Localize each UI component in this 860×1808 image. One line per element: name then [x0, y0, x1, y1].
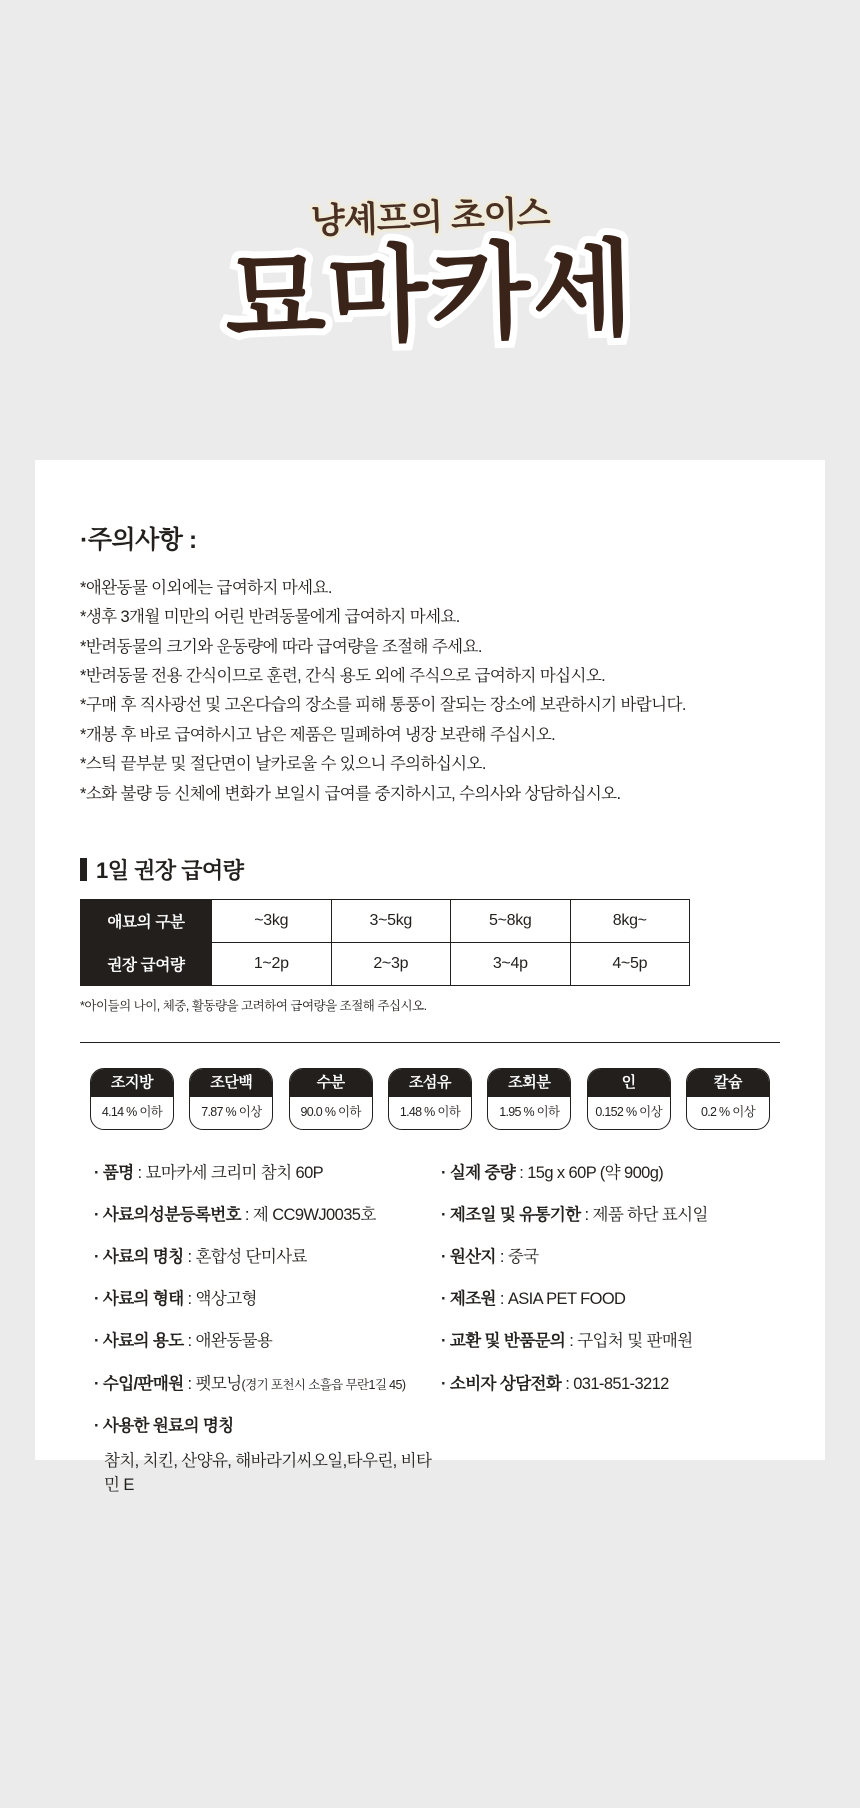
- status-badge: [388, 1068, 472, 1130]
- status-badge: [686, 1068, 770, 1130]
- table-cell: 3~5kg: [331, 899, 451, 942]
- spec-item: [94, 1290, 433, 1308]
- spec-separator: :: [515, 1163, 528, 1182]
- spec-item: [441, 1290, 780, 1308]
- spec-value: 031-851-3212: [573, 1374, 669, 1393]
- list-item: *반려동물의 크기와 운동량에 따라 급여량을 조절해 주세요.: [80, 637, 482, 656]
- divider: [80, 1042, 780, 1043]
- ingredients-label-text: · 사용한 원료의 명칭: [94, 1416, 234, 1435]
- spec-item: [441, 1206, 780, 1224]
- nutrient-name: 조섬유: [389, 1069, 471, 1097]
- status-badge: [587, 1068, 671, 1130]
- spec-label: · 품명: [94, 1163, 134, 1182]
- nutrient-value: 90.0 % 이하: [300, 1104, 361, 1119]
- status-badge: [487, 1068, 571, 1130]
- spec-column-right: [433, 1164, 780, 1495]
- spec-value: 15g x 60P (약 900g): [527, 1163, 664, 1182]
- spec-value: 제 CC9WJ0035호: [252, 1206, 376, 1225]
- ingredients-label: [94, 1417, 433, 1435]
- spec-label: · 제조일 및 유통기한: [441, 1206, 581, 1225]
- product-info-card: [35, 460, 825, 1494]
- hero-subtitle-text: 냥셰프의 초이스: [310, 193, 550, 242]
- spec-separator: :: [495, 1290, 508, 1309]
- nutrient-name: 인: [588, 1069, 670, 1097]
- spec-label: · 사료의 용도: [94, 1332, 184, 1351]
- status-badge: [289, 1068, 373, 1130]
- nutrient-name: 조단백: [190, 1069, 272, 1097]
- spec-item: [94, 1332, 433, 1350]
- table-cell: 8kg~: [570, 899, 690, 942]
- spec-separator: :: [580, 1206, 593, 1225]
- spec-label: · 원산지: [441, 1248, 496, 1267]
- spec-item: [94, 1248, 433, 1266]
- spec-item: [441, 1375, 780, 1393]
- spec-item: [441, 1248, 780, 1266]
- table-cell: 5~8kg: [451, 899, 571, 942]
- feeding-guide-title: 1일 권장 급여량: [96, 857, 244, 883]
- table-cell: 3~4p: [451, 942, 571, 985]
- table-row: [81, 942, 690, 985]
- spec-value: ASIA PET FOOD: [507, 1290, 626, 1309]
- spec-separator: :: [183, 1332, 196, 1351]
- status-badge: [189, 1068, 273, 1130]
- spec-column-left: [94, 1164, 433, 1495]
- spec-separator: :: [240, 1206, 253, 1225]
- status-badge: [90, 1068, 174, 1130]
- spec-label: · 교환 및 반품문의: [441, 1332, 566, 1351]
- table-cell: 2~3p: [331, 942, 451, 985]
- spec-separator: :: [565, 1332, 578, 1351]
- list-item: *애완동물 이외에는 급여하지 마세요.: [80, 579, 332, 597]
- spec-separator: :: [183, 1374, 196, 1393]
- table-row-header: 애묘의 구분: [81, 899, 212, 942]
- spec-item: [94, 1164, 433, 1182]
- spec-value: 구입처 및 판매원: [577, 1332, 693, 1351]
- hero-title: 묘마카세: [223, 231, 637, 359]
- spec-label: · 수입/판매원: [94, 1374, 184, 1393]
- caution-list: [80, 574, 780, 809]
- spec-item: [441, 1332, 780, 1350]
- nutrient-name: 칼슘: [687, 1069, 769, 1097]
- spec-item: [441, 1164, 780, 1182]
- heading-bar-icon: [80, 858, 87, 881]
- spec-value: 펫모닝: [195, 1374, 242, 1393]
- spec-value: 혼합성 단미사료: [195, 1248, 307, 1267]
- spec-value-detail: (경기 포천시 소흘읍 무란1길 45): [241, 1377, 406, 1392]
- nutrient-name: 수분: [290, 1069, 372, 1097]
- spec-value: 묘마카세 크리미 참치 60P: [145, 1163, 324, 1182]
- table-cell: ~3kg: [212, 899, 332, 942]
- nutrient-value: 7.87 % 이상: [201, 1104, 262, 1119]
- list-item: *반려동물 전용 간식이므로 훈련, 간식 용도 외에 주식으로 급여하지 마십시오.: [80, 667, 606, 686]
- ingredients-value: 참치, 치킨, 산양유, 해바라기씨오일,타우린, 비타민 E: [104, 1451, 432, 1494]
- nutrient-value: 0.152 % 이상: [595, 1104, 662, 1119]
- feeding-note: *아이들의 나이, 체중, 활동량을 고려하여 급여량을 조절해 주십시오.: [80, 998, 427, 1013]
- spec-label: · 소비자 상담전화: [441, 1374, 562, 1393]
- spec-separator: :: [133, 1163, 146, 1182]
- spec-separator: :: [183, 1248, 196, 1267]
- spec-value: 중국: [507, 1248, 539, 1267]
- nutrient-name: 조회분: [488, 1069, 570, 1097]
- list-item: *생후 3개월 미만의 어린 반려동물에게 급여하지 마세요.: [80, 608, 460, 627]
- spec-separator: :: [561, 1374, 574, 1393]
- nutrient-value: 1.95 % 이하: [499, 1104, 560, 1119]
- table-row-header: 권장 급여량: [81, 942, 212, 985]
- spec-value: 애완동물용: [195, 1332, 273, 1351]
- table-row: [81, 899, 690, 942]
- hero-banner: [0, 0, 860, 520]
- spec-item: [94, 1375, 433, 1393]
- spec-columns: [80, 1164, 780, 1495]
- nutrient-value: 1.48 % 이하: [399, 1104, 461, 1119]
- spec-value: 액상고형: [195, 1290, 257, 1309]
- spec-label: · 제조원: [441, 1290, 496, 1309]
- feeding-guide-heading: [80, 854, 780, 885]
- nutrient-value: 0.2 % 이상: [700, 1104, 755, 1119]
- list-item: *소화 불량 등 신체에 변화가 보일시 급여를 중지하시고, 수의사와 상담하십시오.: [80, 784, 621, 803]
- spec-label: · 사료의 명칭: [94, 1248, 184, 1267]
- table-cell: 1~2p: [212, 942, 332, 985]
- spec-separator: :: [183, 1290, 196, 1309]
- feeding-table: [80, 899, 690, 986]
- nutrient-value: 4.14 % 이하: [101, 1104, 163, 1119]
- spec-item: [94, 1206, 433, 1224]
- spec-label: · 사료의성분등록번호: [94, 1206, 241, 1225]
- caution-heading: ·주의사항 :: [80, 526, 197, 554]
- list-item: *스틱 끝부분 및 절단면이 날카로울 수 있으니 주의하십시오.: [80, 755, 486, 774]
- spec-label: · 실제 중량: [441, 1163, 516, 1182]
- spec-value: 제품 하단 표시일: [592, 1206, 708, 1225]
- spec-separator: :: [495, 1248, 508, 1267]
- spec-label: · 사료의 형태: [94, 1290, 184, 1309]
- list-item: *개봉 후 바로 급여하시고 남은 제품은 밀폐하여 냉장 보관해 주십시오.: [80, 725, 556, 744]
- list-item: *구매 후 직사광선 및 고온다습의 장소를 피해 통풍이 잘되는 장소에 보관하시기 바랍니다.: [80, 696, 686, 715]
- table-cell: 4~5p: [570, 942, 690, 985]
- nutrient-badges: [90, 1068, 770, 1130]
- nutrient-name: 조지방: [91, 1069, 173, 1097]
